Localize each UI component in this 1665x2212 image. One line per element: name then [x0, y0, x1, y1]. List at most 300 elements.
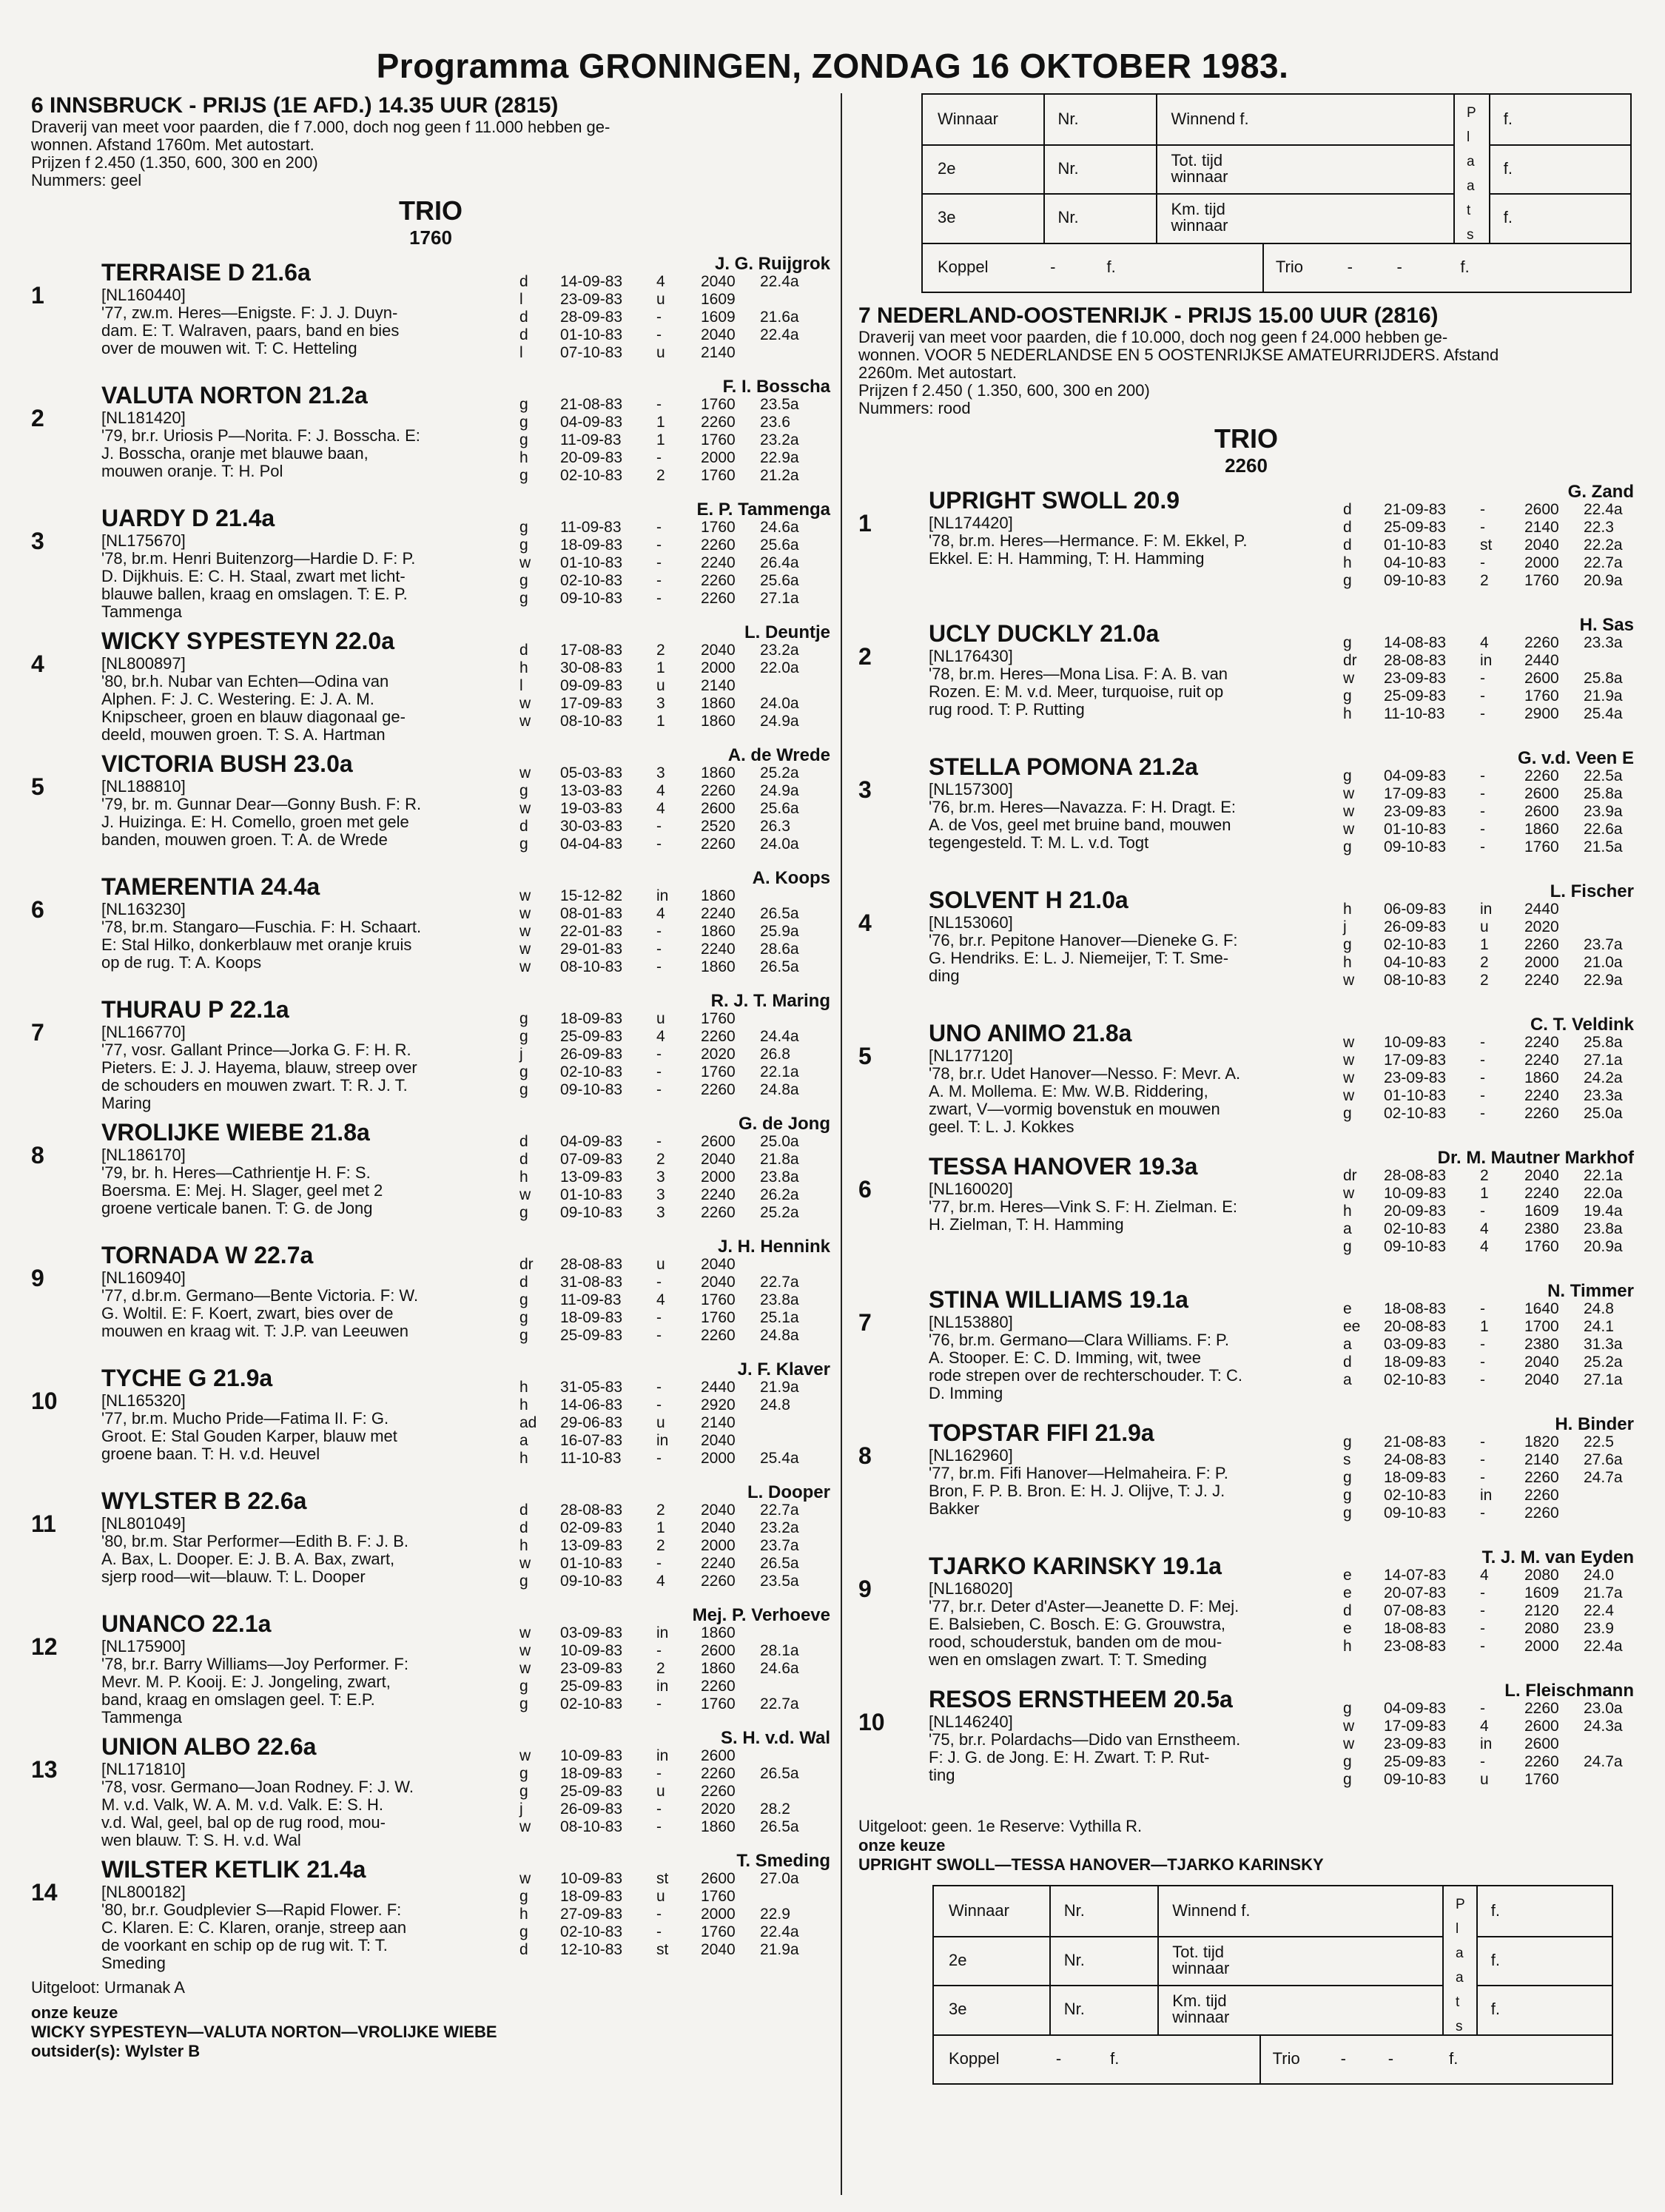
start-cell: st: [1480, 537, 1493, 554]
start-cell: j: [519, 1801, 523, 1818]
start-cell: g: [519, 1765, 528, 1782]
start-cell: 1760: [1524, 1238, 1559, 1255]
start-row: [1343, 1620, 1635, 1638]
start-cell: 2260: [701, 537, 736, 554]
start-cell: 17-09-83: [1384, 1052, 1447, 1069]
start-cell: 25-09-83: [560, 1678, 623, 1695]
start-cell: g: [519, 782, 528, 799]
plaats-label: P l a a t s: [1456, 1897, 1465, 2034]
start-cell: -: [656, 519, 662, 536]
horse-driver: L. Dooper: [747, 1482, 830, 1502]
start-cell: 2600: [701, 1870, 736, 1887]
start-cell: e: [1343, 1584, 1352, 1601]
start-cell: 3: [656, 1204, 665, 1221]
horse-entry: [858, 1547, 1634, 1681]
horse-name: VALUTA NORTON 21.2a: [101, 382, 368, 409]
start-cell: dr: [1343, 1167, 1357, 1184]
start-row: [1343, 501, 1635, 519]
start-cell: in: [656, 1432, 669, 1449]
start-row: [519, 941, 838, 958]
start-row: [519, 1695, 838, 1713]
grid-line: [1262, 243, 1264, 292]
horse-id: [NL171810]: [101, 1760, 186, 1778]
result-cell-dash: -: [1340, 2048, 1346, 2068]
horse-description: '79, br.r. Uriosis P—Norita. F: J. Bosscha. E: J. Bosscha, oranje met blauwe baan, mouwen oranje. T: H. Pol: [101, 426, 420, 480]
start-cell: d: [519, 818, 528, 835]
start-cell: 2040: [1524, 1167, 1559, 1184]
start-cell: 1760: [701, 1010, 736, 1027]
start-cell: 23.8a: [760, 1291, 799, 1308]
start-cell: 07-08-83: [1384, 1602, 1447, 1619]
start-cell: 2260: [701, 572, 736, 589]
start-cell: -: [1480, 767, 1485, 784]
horse-name: UARDY D 21.4a: [101, 505, 275, 531]
horse-number: 1: [31, 282, 44, 309]
horse-number: 9: [31, 1265, 44, 1291]
horse-number: 7: [31, 1019, 44, 1046]
start-cell: -: [1480, 1034, 1485, 1051]
start-cell: 1860: [701, 695, 736, 712]
start-cell: 2080: [1524, 1620, 1559, 1637]
horse-entry: [31, 1237, 830, 1359]
horse-driver: G. v.d. Veen E: [1518, 748, 1634, 768]
start-cell: -: [656, 309, 662, 326]
start-cell: g: [519, 1309, 528, 1326]
start-cell: 26.5a: [760, 958, 799, 975]
grid-line: [1453, 95, 1455, 243]
start-row: [519, 1870, 838, 1888]
start-cell: 26.5a: [760, 1818, 799, 1835]
start-cell: 4: [1480, 1567, 1489, 1584]
start-cell: 2080: [1524, 1567, 1559, 1584]
start-row: [519, 1642, 838, 1660]
start-cell: -: [656, 1309, 662, 1326]
grid-line: [1157, 1886, 1159, 2034]
start-cell: 01-10-83: [1384, 537, 1447, 554]
start-cell: 11-10-83: [560, 1450, 622, 1467]
start-cell: g: [1343, 1105, 1352, 1122]
start-cell: 21.6a: [760, 309, 799, 326]
start-cell: 23-09-83: [1384, 670, 1447, 687]
result-cell-nr: Nr.: [1063, 2000, 1085, 2019]
start-row: [519, 1046, 838, 1063]
start-cell: -: [1480, 1700, 1485, 1717]
start-cell: 25-09-83: [1384, 1753, 1447, 1770]
start-cell: 31-08-83: [560, 1274, 623, 1291]
start-cell: 02-09-83: [560, 1519, 623, 1536]
horse-entry: [31, 745, 830, 868]
start-cell: g: [519, 431, 528, 448]
start-cell: 09-10-83: [560, 590, 623, 607]
start-cell: 2040: [701, 326, 736, 343]
horse-entry: [858, 615, 1634, 748]
start-cell: 2260: [1524, 936, 1559, 953]
horse-entry: [858, 1681, 1634, 1814]
start-cell: 23.8a: [760, 1169, 799, 1186]
horse-starts: [1343, 901, 1635, 989]
start-cell: 2240: [701, 554, 736, 571]
start-cell: 10-09-83: [560, 1747, 623, 1764]
start-cell: u: [656, 344, 665, 361]
start-cell: h: [519, 1450, 528, 1467]
start-cell: -: [1480, 821, 1485, 838]
start-cell: in: [1480, 1487, 1493, 1504]
start-row: [519, 1765, 838, 1783]
horse-id: [NL175670]: [101, 531, 186, 550]
horse-id: [NL163230]: [101, 900, 186, 918]
horse-starts: [1343, 1700, 1635, 1789]
result-box-race-6: [921, 93, 1632, 293]
horse-name: TYCHE G 21.9a: [101, 1365, 273, 1391]
start-cell: 14-06-83: [560, 1396, 623, 1413]
race-7-uitgeloot: Uitgeloot: geen. 1e Reserve: Vythilla R.: [858, 1817, 1143, 1835]
start-row: [519, 642, 838, 659]
start-cell: 24.0: [1584, 1567, 1614, 1584]
start-cell: 2: [656, 1151, 665, 1168]
horse-starts: [519, 519, 838, 608]
start-cell: 11-10-83: [1384, 705, 1445, 722]
start-cell: 22-01-83: [560, 923, 623, 940]
horse-id: [NL160440]: [101, 286, 186, 304]
start-cell: w: [1343, 1034, 1355, 1051]
start-row: [1343, 537, 1635, 554]
start-cell: g: [1343, 1700, 1352, 1717]
start-row: [1343, 1238, 1635, 1256]
start-cell: a: [1343, 1336, 1352, 1353]
start-row: [519, 449, 838, 467]
start-cell: 02-10-83: [560, 572, 623, 589]
start-cell: 03-09-83: [560, 1624, 623, 1641]
start-cell: 13-03-83: [560, 782, 623, 799]
horse-id: [NL162960]: [929, 1446, 1013, 1465]
horse-driver: J. F. Klaver: [737, 1359, 830, 1379]
horse-name: SOLVENT H 21.0a: [929, 887, 1128, 913]
horse-info: [929, 1685, 1358, 1784]
start-cell: 12-10-83: [560, 1941, 623, 1958]
result-cell-f: f.: [1110, 2048, 1120, 2068]
horse-driver: J. H. Hennink: [717, 1237, 830, 1257]
start-cell: w: [519, 1660, 531, 1677]
horse-number: 10: [858, 1709, 885, 1735]
start-cell: d: [519, 1502, 528, 1519]
start-cell: 2260: [701, 1678, 736, 1695]
start-cell: 24.4a: [760, 1028, 799, 1045]
start-cell: 11-09-83: [560, 1291, 622, 1308]
start-cell: 1860: [701, 1818, 736, 1835]
result-cell-tot_tijd: Tot. tijd winnaar: [1172, 1942, 1230, 1977]
start-cell: 1700: [1524, 1318, 1559, 1335]
start-row: [519, 764, 838, 782]
horse-name: TOPSTAR FIFI 21.9a: [929, 1419, 1154, 1446]
start-cell: 2: [656, 1502, 665, 1519]
start-cell: -: [656, 1379, 662, 1396]
horse-description: '77, d.br.m. Germano—Bente Victoria. F: W. G. Woltil. E: F. Koert, zwart, bies over de mouwen en kraag wit. T: J.P. van Leeuwen: [101, 1286, 419, 1340]
start-cell: 31.3a: [1584, 1336, 1623, 1353]
start-cell: d: [519, 1941, 528, 1958]
start-cell: -: [656, 1555, 662, 1572]
start-cell: 1609: [1524, 1203, 1559, 1220]
start-cell: h: [519, 1906, 528, 1923]
start-cell: 2240: [1524, 1052, 1559, 1069]
start-cell: g: [1343, 572, 1352, 589]
start-cell: w: [1343, 803, 1355, 820]
start-cell: 10-09-83: [1384, 1034, 1447, 1051]
start-row: [519, 1941, 838, 1959]
start-cell: 2240: [1524, 1185, 1559, 1202]
horse-name: STINA WILLIAMS 19.1a: [929, 1286, 1188, 1313]
start-row: [519, 1291, 838, 1309]
start-cell: u: [1480, 918, 1489, 935]
start-cell: d: [519, 1133, 528, 1150]
start-cell: 22.0a: [760, 659, 799, 676]
start-cell: 4: [1480, 1238, 1489, 1255]
start-cell: 01-10-83: [560, 1186, 623, 1203]
horse-name: VICTORIA BUSH 23.0a: [101, 750, 353, 777]
horse-starts: [1343, 767, 1635, 856]
start-cell: 23.5a: [760, 396, 799, 413]
start-row: [1343, 1220, 1635, 1238]
start-cell: 2260: [701, 1028, 736, 1045]
start-cell: d: [519, 642, 528, 659]
start-row: [519, 309, 838, 326]
start-cell: h: [519, 449, 528, 466]
start-cell: 21.9a: [1584, 688, 1623, 705]
start-cell: 25.0a: [1584, 1105, 1623, 1122]
horse-entry: [31, 1482, 830, 1605]
start-cell: -: [656, 923, 662, 940]
start-cell: 25.4a: [760, 1450, 799, 1467]
start-cell: -: [656, 396, 662, 413]
start-cell: 2260: [701, 590, 736, 607]
start-cell: 4: [656, 273, 665, 290]
start-cell: 01-10-83: [560, 326, 623, 343]
race-6-distance: 1760: [409, 226, 452, 249]
start-cell: 02-10-83: [560, 1923, 623, 1940]
start-cell: u: [656, 677, 665, 694]
start-cell: 04-10-83: [1384, 554, 1447, 571]
start-cell: 2600: [701, 800, 736, 817]
horse-starts: [519, 396, 838, 485]
horse-starts: [1343, 1300, 1635, 1389]
start-cell: 26.5a: [760, 905, 799, 922]
horse-description: '79, br. h. Heres—Cathrientje H. F: S. Boersma. E: Mej. H. Slager, geel met 2 groene verticale banen. T: G. de Jong: [101, 1163, 383, 1217]
horse-driver: S. H. v.d. Wal: [720, 1728, 830, 1748]
start-cell: in: [656, 1678, 669, 1695]
horse-description: '77, br.r. Deter d'Aster—Jeanette D. F: Mej. E. Balsieben, C. Bosch. E: G. Grouwstra, rood, schouderstuk, banden om de mou- wen en omslagen zwart. T: T. Smeding: [929, 1597, 1240, 1669]
start-cell: 08-10-83: [560, 958, 623, 975]
race-6-outsider: outsider(s): Wylster B: [31, 2042, 201, 2060]
start-cell: 1860: [701, 1624, 736, 1641]
start-cell: 08-01-83: [560, 905, 623, 922]
start-cell: 2260: [1524, 634, 1559, 651]
start-row: [519, 1801, 838, 1818]
start-cell: 22.4a: [760, 1923, 799, 1940]
start-cell: 22.4a: [760, 273, 799, 290]
start-cell: h: [519, 1379, 528, 1396]
start-cell: 2920: [701, 1396, 736, 1413]
start-cell: 22.7a: [1584, 554, 1623, 571]
start-row: [1343, 1354, 1635, 1371]
start-cell: 1860: [701, 923, 736, 940]
start-cell: 1609: [1524, 1584, 1559, 1601]
start-cell: 2260: [701, 1573, 736, 1590]
horse-description: '76, br.m. Germano—Clara Williams. F: P. A. Stooper. E: C. D. Imming, wit, twee rode strepen over de rechterschouder. T: C. D. Imming: [929, 1331, 1242, 1402]
horse-description: '78, br.r. Barry Williams—Joy Performer. F: Mevr. M. P. Kooij. E: J. Jongeling, zwart, band, kraag en omslagen geel. T: E.P. Tammenga: [101, 1655, 408, 1727]
start-cell: d: [519, 273, 528, 290]
horse-starts: [519, 1010, 838, 1099]
horse-entry: [858, 1281, 1634, 1414]
race-6-footer: [31, 1978, 830, 2061]
start-cell: 22.6a: [1584, 821, 1623, 838]
result-cell-f: f.: [1503, 110, 1513, 129]
horse-number: 14: [31, 1879, 58, 1906]
start-cell: -: [656, 326, 662, 343]
start-cell: g: [519, 1923, 528, 1940]
start-cell: 14-08-83: [1384, 634, 1447, 651]
start-cell: g: [519, 836, 528, 853]
start-cell: h: [1343, 1638, 1352, 1655]
start-cell: 26.4a: [760, 554, 799, 571]
start-cell: 01-10-83: [1384, 1087, 1447, 1104]
start-cell: 21.5a: [1584, 838, 1623, 855]
horse-description: '77, br.m. Mucho Pride—Fatima II. F: G. Groot. E: Stal Gouden Karper, blauw met groene baan. T: H. v.d. Heuvel: [101, 1409, 397, 1463]
horse-starts: [519, 1379, 838, 1468]
start-cell: 26-09-83: [560, 1801, 623, 1818]
start-cell: 23.3a: [1584, 1087, 1623, 1104]
start-cell: 31-05-83: [560, 1379, 623, 1396]
start-cell: w: [519, 1747, 531, 1764]
start-cell: 2020: [701, 1801, 736, 1818]
start-row: [519, 782, 838, 800]
start-cell: 23-09-83: [1384, 803, 1447, 820]
horse-description: '78, br.m. Heres—Mona Lisa. F: A. B. van Rozen. E: M. v.d. Meer, turquoise, ruit op rug rood. T: P. Rutting: [929, 665, 1228, 719]
horse-id: [NL168020]: [929, 1579, 1013, 1598]
start-cell: 02-10-83: [560, 1695, 623, 1712]
horse-entry: [31, 500, 830, 622]
start-cell: 24.7a: [1584, 1469, 1623, 1486]
start-cell: 1860: [701, 1660, 736, 1677]
start-cell: 28-08-83: [560, 1256, 623, 1273]
horse-driver: G. de Jong: [738, 1114, 830, 1134]
start-cell: u: [656, 1783, 665, 1800]
horse-id: [NL177120]: [929, 1046, 1013, 1065]
start-row: [1343, 519, 1635, 537]
start-cell: 11-09-83: [560, 431, 622, 448]
start-cell: 23-09-83: [560, 291, 623, 308]
start-row: [1343, 821, 1635, 838]
start-cell: a: [1343, 1371, 1352, 1388]
start-cell: 2380: [1524, 1336, 1559, 1353]
start-cell: 09-10-83: [1384, 1771, 1447, 1788]
horse-entry: [31, 1359, 830, 1482]
result-cell-koppel: Koppel: [938, 257, 989, 276]
start-cell: 2040: [701, 642, 736, 659]
start-cell: 22.7a: [760, 1274, 799, 1291]
grid-line: [1049, 1886, 1051, 2034]
horse-number: 9: [858, 1576, 872, 1602]
start-cell: 2260: [1524, 1105, 1559, 1122]
race-7-distance: 2260: [1225, 454, 1268, 477]
start-cell: w: [519, 887, 531, 904]
start-cell: 2040: [1524, 1354, 1559, 1371]
race-7-horse-list: [858, 482, 1634, 1814]
horse-starts: [1343, 1433, 1635, 1522]
start-cell: 2: [1480, 972, 1489, 989]
start-cell: 22.1a: [1584, 1167, 1623, 1184]
start-cell: 10-09-83: [1384, 1185, 1447, 1202]
start-cell: u: [1480, 1771, 1489, 1788]
start-cell: 28.2: [760, 1801, 790, 1818]
start-cell: 09-10-83: [1384, 1505, 1447, 1522]
race-6-horse-list: [31, 254, 830, 1974]
start-cell: g: [519, 572, 528, 589]
start-row: [519, 1169, 838, 1186]
start-row: [519, 431, 838, 449]
horse-entry: [31, 1114, 830, 1237]
start-cell: -: [656, 590, 662, 607]
start-cell: 24.8: [760, 1396, 790, 1413]
horse-info: [101, 258, 531, 357]
start-cell: 05-03-83: [560, 764, 623, 781]
start-cell: -: [1480, 1052, 1485, 1069]
start-cell: 1: [1480, 1185, 1489, 1202]
start-cell: g: [519, 1010, 528, 1027]
start-cell: -: [656, 818, 662, 835]
start-cell: 01-10-83: [560, 554, 623, 571]
start-cell: 4: [656, 1028, 665, 1045]
start-cell: 2: [656, 467, 665, 484]
start-row: [519, 1028, 838, 1046]
start-row: [519, 572, 838, 590]
result-cell-dash: -: [1347, 257, 1353, 276]
start-row: [519, 414, 838, 431]
start-cell: d: [519, 309, 528, 326]
column-divider: [841, 93, 842, 2195]
start-cell: u: [656, 1888, 665, 1905]
start-cell: 1860: [701, 764, 736, 781]
start-cell: -: [656, 1396, 662, 1413]
horse-info: [101, 995, 531, 1112]
start-cell: 30-08-83: [560, 659, 623, 676]
start-row: [1343, 1052, 1635, 1069]
horse-driver: L. Fleischmann: [1504, 1681, 1634, 1701]
start-cell: 2260: [701, 836, 736, 853]
race-6-keuze: WICKY SYPESTEYN—VALUTA NORTON—VROLIJKE WIEBE: [31, 2023, 497, 2041]
horse-name: UCLY DUCKLY 21.0a: [929, 620, 1160, 647]
start-cell: 23-09-83: [1384, 1069, 1447, 1086]
start-cell: w: [519, 905, 531, 922]
grid-line: [1476, 1886, 1478, 2034]
start-cell: 21.2a: [760, 467, 799, 484]
start-cell: 20.9a: [1584, 572, 1623, 589]
start-cell: st: [656, 1941, 669, 1958]
start-cell: 23-09-83: [1384, 1735, 1447, 1752]
start-cell: 3: [656, 1169, 665, 1186]
start-cell: 1860: [701, 958, 736, 975]
start-cell: 3: [656, 764, 665, 781]
start-cell: 22.3: [1584, 519, 1614, 536]
start-row: [519, 1555, 838, 1573]
start-cell: 2140: [701, 344, 736, 361]
horse-name: RESOS ERNSTHEEM 20.5a: [929, 1686, 1233, 1712]
start-cell: 25.0a: [760, 1133, 799, 1150]
start-row: [1343, 954, 1635, 972]
start-cell: 1: [656, 1519, 665, 1536]
start-cell: d: [1343, 1354, 1352, 1371]
start-cell: 18-08-83: [1384, 1300, 1447, 1317]
start-cell: 22.0a: [1584, 1185, 1623, 1202]
start-cell: 2040: [701, 1941, 736, 1958]
